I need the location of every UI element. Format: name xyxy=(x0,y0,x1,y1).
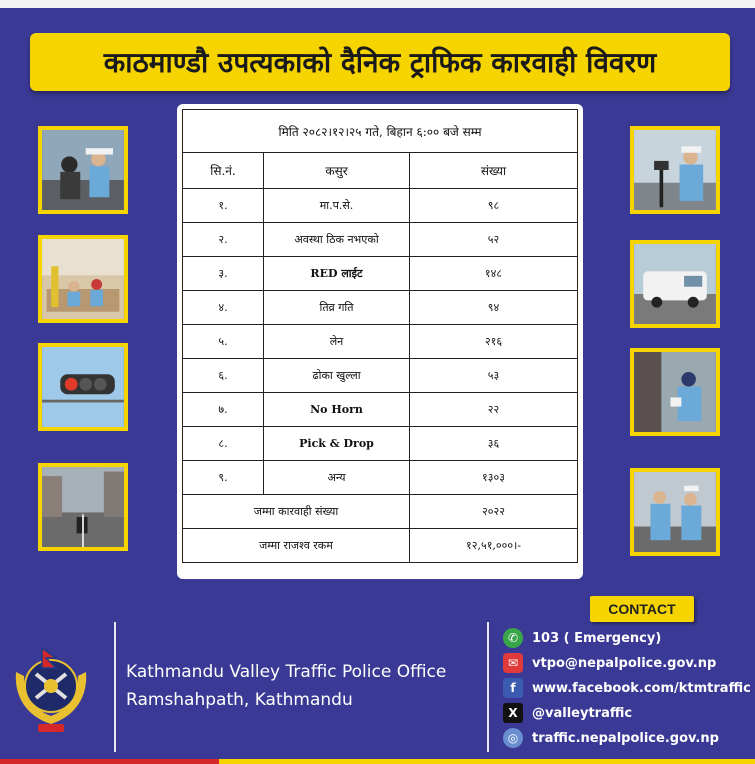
row-offense: No Horn xyxy=(264,393,410,427)
photo-police-checking-bikes xyxy=(38,126,128,214)
row-count: ९४ xyxy=(410,291,578,325)
row-offense: मा.प.से. xyxy=(264,189,410,223)
total-revenue-value: १२,५१,०००।- xyxy=(410,529,578,563)
row-sn: ६. xyxy=(183,359,264,393)
row-sn: ९. xyxy=(183,461,264,495)
photo-traffic-light xyxy=(38,343,128,431)
office-address xyxy=(126,658,446,714)
globe-icon: ◎ xyxy=(503,728,523,748)
contact-phone-text: 103 ( Emergency) xyxy=(532,630,662,646)
traffic-action-table xyxy=(182,109,578,563)
row-count: ५३ xyxy=(410,359,578,393)
row-sn: १. xyxy=(183,189,264,223)
divider-left xyxy=(114,622,116,752)
row-count: १४८ xyxy=(410,257,578,291)
table-row xyxy=(183,427,578,461)
row-sn: ४. xyxy=(183,291,264,325)
contact-facebook-text: www.facebook.com/ktmtraffic xyxy=(532,680,751,696)
contact-email[interactable] xyxy=(503,652,716,674)
table-row xyxy=(183,189,578,223)
photo-officer-writing-ticket xyxy=(630,348,720,436)
table-row xyxy=(183,359,578,393)
table-row xyxy=(183,257,578,291)
row-sn: ३. xyxy=(183,257,264,291)
facebook-icon: f xyxy=(503,678,523,698)
row-offense: लेन xyxy=(264,325,410,359)
total-actions-label: जम्मा कारवाही संख्या xyxy=(183,495,410,529)
phone-icon: ✆ xyxy=(503,628,523,648)
photo-speed-camera-officer xyxy=(630,126,720,214)
contact-website[interactable] xyxy=(503,727,719,749)
email-icon: ✉ xyxy=(503,653,523,673)
row-sn: २. xyxy=(183,223,264,257)
office-name: Kathmandu Valley Traffic Police Office xyxy=(126,662,447,682)
bottom-stripe xyxy=(0,759,755,764)
contact-email-text: vtpo@nepalpolice.gov.np xyxy=(532,655,717,671)
table-row xyxy=(183,325,578,359)
divider-right xyxy=(487,622,489,752)
contact-x-text: @valleytraffic xyxy=(532,705,633,721)
row-sn: ८. xyxy=(183,427,264,461)
header-count: संख्या xyxy=(410,153,578,189)
total-revenue-label: जम्मा राजश्व रकम xyxy=(183,529,410,563)
table-row xyxy=(183,461,578,495)
row-sn: ७. xyxy=(183,393,264,427)
poster xyxy=(0,8,755,764)
row-count: ३६ xyxy=(410,427,578,461)
top-strip xyxy=(0,0,755,8)
row-offense: तिव्र गति xyxy=(264,291,410,325)
row-count: ५२ xyxy=(410,223,578,257)
photo-white-van xyxy=(630,240,720,328)
table-row xyxy=(183,223,578,257)
row-count: २२ xyxy=(410,393,578,427)
table-row xyxy=(183,291,578,325)
row-count: २१६ xyxy=(410,325,578,359)
total-revenue-row xyxy=(183,529,578,563)
nepal-police-emblem xyxy=(8,636,94,736)
report-date: मिति २०८२।१२।२५ गते, बिहान ६:०० बजे सम्म xyxy=(183,110,578,153)
contact-phone[interactable] xyxy=(503,627,661,649)
row-offense: RED लाईट xyxy=(264,257,410,291)
page-title: काठमाण्डौ उपत्यकाको दैनिक ट्राफिक कारवाही विवरण xyxy=(103,46,657,79)
row-sn: ५. xyxy=(183,325,264,359)
title-banner xyxy=(30,33,730,91)
contact-badge: CONTACT xyxy=(590,596,694,622)
header-sn: सि.नं. xyxy=(183,153,264,189)
row-offense: ढोका खुल्ला xyxy=(264,359,410,393)
row-count: ९८ xyxy=(410,189,578,223)
row-offense: अन्य xyxy=(264,461,410,495)
row-offense: Pick & Drop xyxy=(264,427,410,461)
photo-police-office-desk xyxy=(38,235,128,323)
contact-website-text: traffic.nepalpolice.gov.np xyxy=(532,730,719,746)
photo-city-street xyxy=(38,463,128,551)
total-actions-row xyxy=(183,495,578,529)
contact-facebook[interactable] xyxy=(503,677,751,699)
total-actions-value: २०२२ xyxy=(410,495,578,529)
row-count: १३०३ xyxy=(410,461,578,495)
office-location: Ramshahpath, Kathmandu xyxy=(126,690,353,710)
table-row xyxy=(183,393,578,427)
photo-officers-checking xyxy=(630,468,720,556)
header-offense: कसुर xyxy=(264,153,410,189)
contact-x[interactable] xyxy=(503,702,632,724)
x-icon: X xyxy=(503,703,523,723)
row-offense: अवस्था ठिक नभएको xyxy=(264,223,410,257)
date-row xyxy=(183,110,578,153)
header-row xyxy=(183,153,578,189)
report-card xyxy=(177,104,583,579)
